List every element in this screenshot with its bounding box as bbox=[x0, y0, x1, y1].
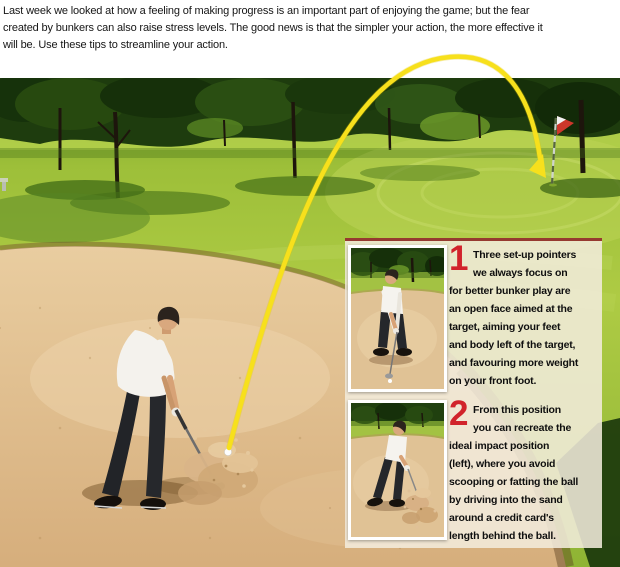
tip-line: length behind the ball. bbox=[449, 530, 556, 542]
tip-line: around a credit card's bbox=[449, 512, 554, 524]
tip-number: 1 bbox=[449, 239, 469, 278]
tip-line: we always focus on bbox=[473, 267, 568, 279]
tip-2-photo bbox=[348, 400, 447, 540]
tip-line: (left), where you avoid bbox=[449, 458, 556, 470]
tip-1-text bbox=[449, 239, 601, 390]
tip-line: and favouring more weight bbox=[449, 357, 579, 369]
intro-line: created by bunkers can also raise stress levels. The good news is that the simpler your action, the more effective it bbox=[3, 22, 543, 34]
golf-ball bbox=[224, 448, 231, 455]
tip-line: and body left of the target, bbox=[449, 339, 576, 351]
intro-paragraph bbox=[3, 3, 619, 54]
tips-panel bbox=[345, 238, 602, 548]
intro-line: will be. Use these tips to streamline your action. bbox=[3, 39, 228, 51]
tip-line: you can recreate the bbox=[473, 422, 572, 434]
tip-line: Three set-up pointers bbox=[473, 249, 577, 261]
tip-line: by driving into the sand bbox=[449, 494, 563, 506]
tip-2-text bbox=[449, 394, 601, 545]
tip-line: ideal impact position bbox=[449, 440, 550, 452]
tip-line: From this position bbox=[473, 404, 561, 416]
tip-line: an open face aimed at the bbox=[449, 303, 573, 315]
tip-1-photo bbox=[348, 245, 447, 392]
tip-line: for better bunker play are bbox=[449, 285, 571, 297]
tip-line: target, aiming your feet bbox=[449, 321, 561, 333]
intro-line: Last week we looked at how a feeling of making progress is an important part of enjoying the game; but the fear bbox=[3, 5, 530, 17]
tip-line: scooping or fatting the ball bbox=[449, 476, 579, 488]
tip-line: on your front foot. bbox=[449, 375, 537, 387]
tip-number: 2 bbox=[449, 394, 469, 433]
